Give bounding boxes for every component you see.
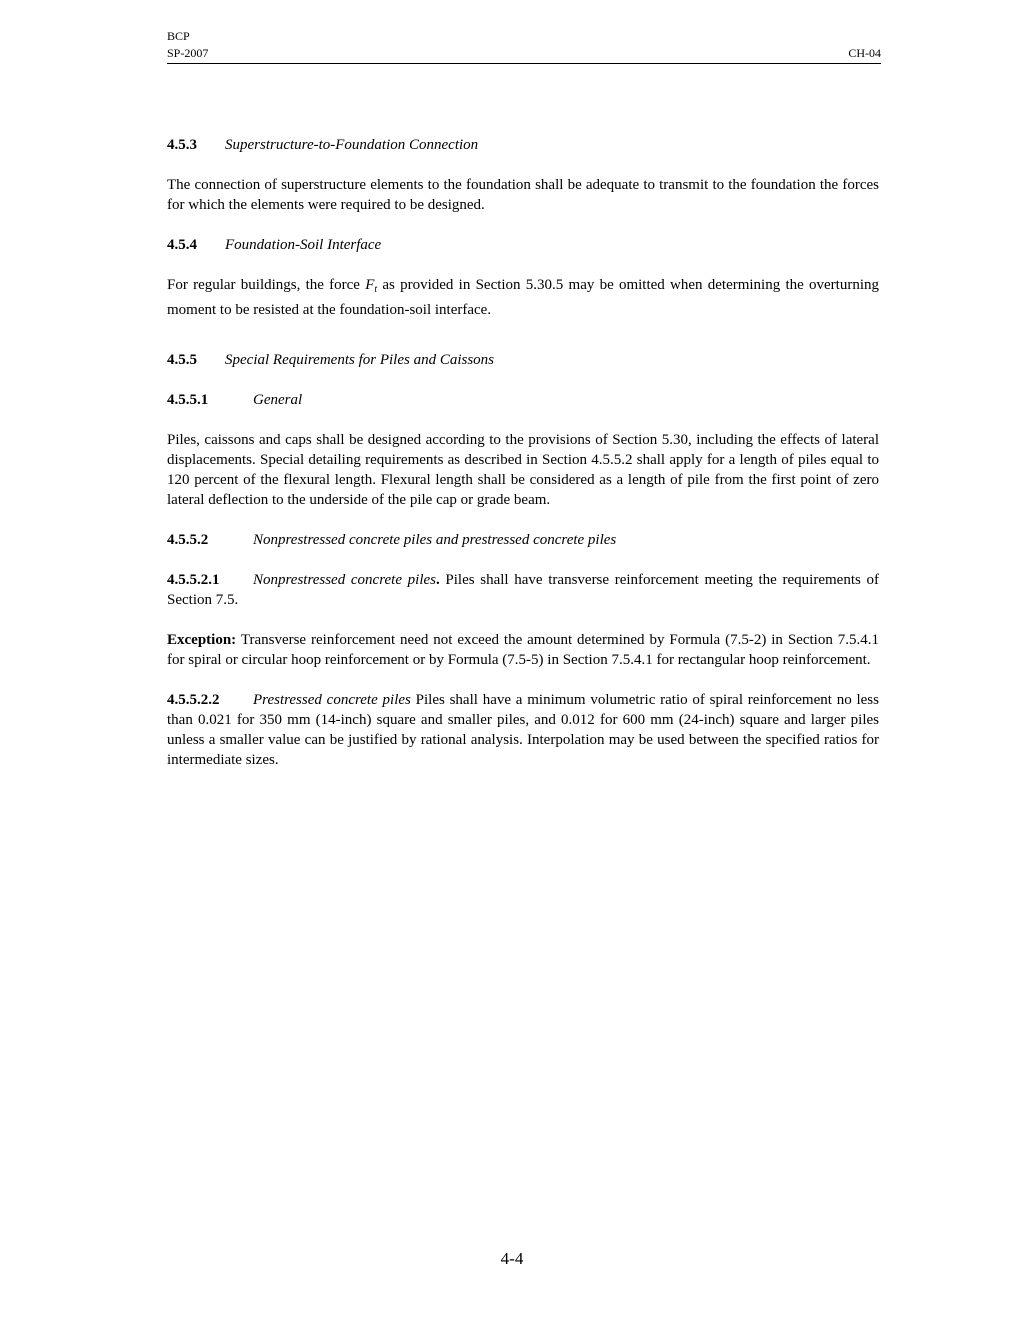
section-title: Nonprestressed concrete piles and prestressed concrete piles [253, 532, 617, 548]
section-number: 4.5.5.2.2 [167, 692, 220, 708]
section-title: Prestressed concrete piles [253, 692, 411, 708]
exception-label: Exception: [167, 632, 237, 648]
section-paragraph: Piles, caissons and caps shall be designed according to the provisions of Section 5.30, including the effects of lateral displacements. Special detailing requirements as described in Section 4.5.5.2 shall apply for a length of piles equal to 120 percent of the flexural length. Flexural length shall be considered as a length of pile from the first point of zero lateral deflection to the underside of the pile cap or grade beam. [167, 432, 879, 508]
page-number: 4-4 [500, 1249, 524, 1268]
section-number: 4.5.5 [167, 352, 197, 368]
header-row [167, 45, 881, 62]
section-title: Superstructure-to-Foundation Connection [225, 137, 479, 153]
header-document-code: SP-2007 [167, 46, 209, 60]
page-header [167, 28, 881, 64]
title-period: . [435, 572, 440, 588]
section-number: 4.5.5.2.1 [167, 572, 220, 588]
paragraph-text: Piles shall have transverse reinforcement meeting the requirements of Section 7.5. [167, 572, 879, 608]
section-heading-4-5-4 [167, 235, 879, 255]
section-paragraph: The connection of superstructure elements to the foundation shall be adequate to transmit to the foundation the forces for which the elements were required to be designed. [167, 177, 879, 213]
exception-note [167, 630, 879, 670]
section-heading-4-5-5-1 [167, 390, 879, 410]
section-title: Foundation-Soil Interface [225, 237, 382, 253]
section-heading-4-5-3 [167, 135, 879, 155]
document-body [167, 135, 879, 770]
section-number: 4.5.3 [167, 137, 197, 153]
section-paragraph [167, 275, 879, 320]
section-title: Nonprestressed concrete piles [253, 572, 436, 588]
section-paragraph-4-5-5-2-1 [167, 570, 879, 610]
header-chapter: CH-04 [848, 46, 881, 60]
section-heading-4-5-5 [167, 350, 879, 370]
force-subscript: t [374, 284, 378, 295]
exception-text: Transverse reinforcement need not exceed the amount determined by Formula (7.5-2) in Section 7.5.4.1 for spiral or circular hoop reinforcement or by Formula (7.5-5) in Section 7.5.4.1 for rectangular hoop reinforcement. [167, 632, 879, 668]
paragraph-text: as provided in Section 5.30.5 may be omitted when determining the overturning moment to be resisted at the foundation-soil interface. [167, 277, 880, 318]
paragraph-text: For regular buildings, the force [167, 277, 366, 293]
section-number: 4.5.5.1 [167, 392, 209, 408]
section-title: Special Requirements for Piles and Caissons [225, 352, 495, 368]
section-paragraph-4-5-5-2-2 [167, 690, 879, 770]
section-heading-4-5-5-2 [167, 530, 879, 550]
paragraph-text: Piles shall have a minimum volumetric ratio of spiral reinforcement no less than 0.021 for 350 mm (14-inch) square and smaller piles, and 0.012 for 600 mm (24-inch) square and larger piles unless a smaller value can be justified by rational analysis. Interpolation may be used between the specified ratios for intermediate sizes. [167, 692, 879, 768]
section-number: 4.5.5.2 [167, 532, 209, 548]
section-title: General [253, 392, 303, 408]
header-org: BCP [167, 29, 190, 43]
section-number: 4.5.4 [167, 237, 197, 253]
force-symbol: F [365, 277, 375, 293]
